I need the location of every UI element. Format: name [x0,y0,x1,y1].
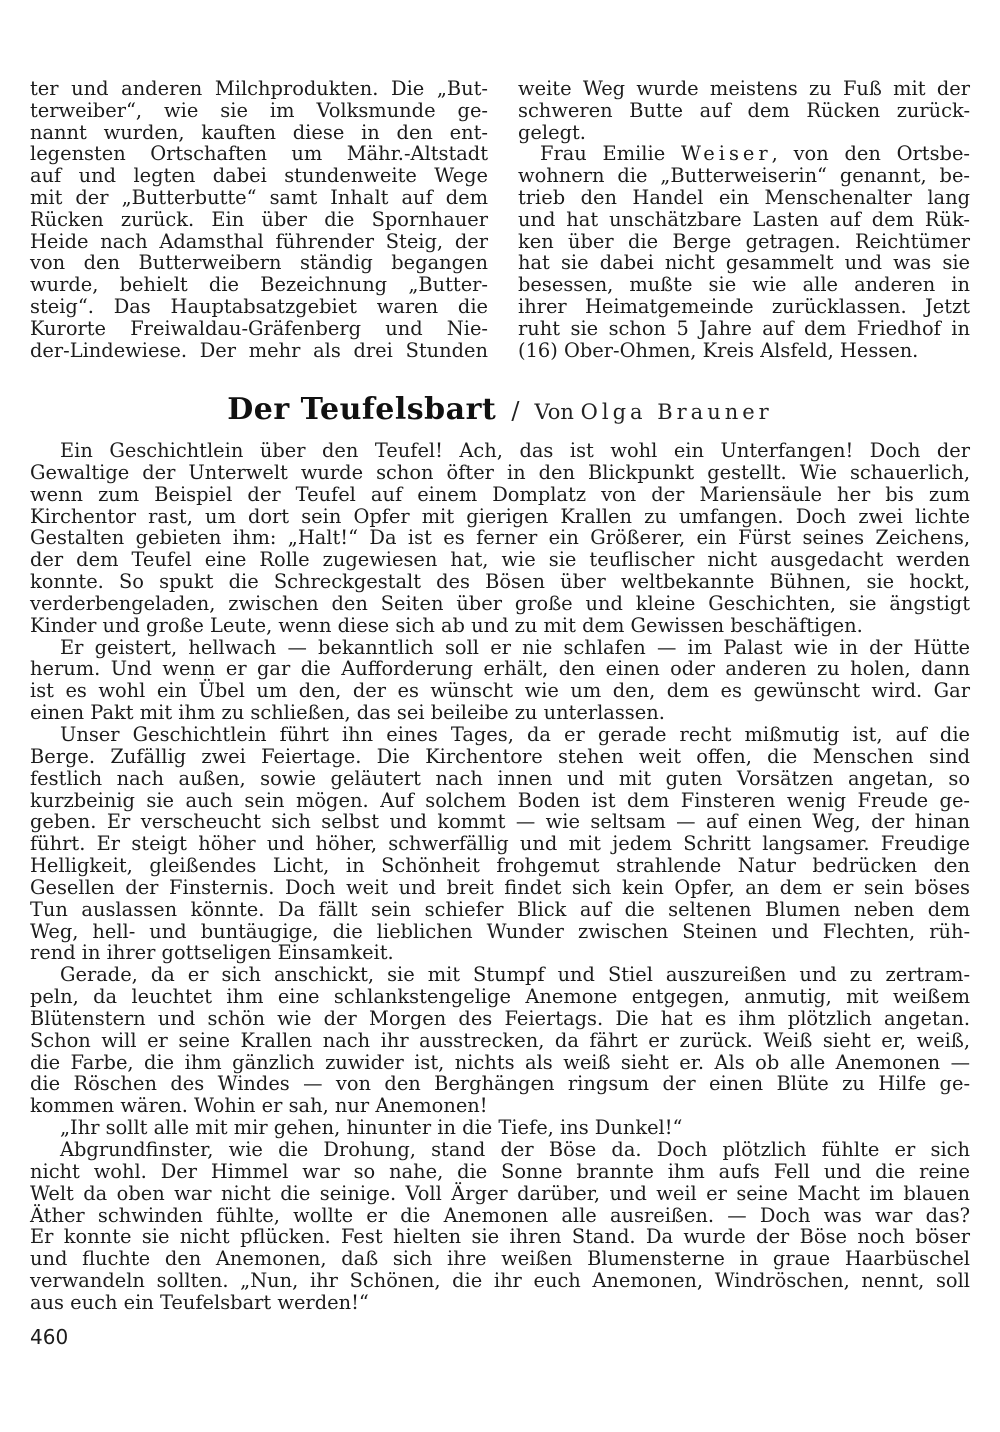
two-column-section [0,0,1000,370]
text-line: Kirchentor rast, um dort sein Opfer mit gierigen Krallen zu umfangen. Doch zwei lichte [30,504,970,528]
text-line: kommen wären. Wohin er sah, nur Anemonen! [30,1094,488,1118]
text-segment: Frau Emilie [540,142,681,166]
author-prefix: Von [534,400,581,424]
text-line: Blütenstern und schön wie der Morgen des Feiertags. Die hat es ihm plötzlich angetan. [30,1006,970,1030]
text-line: Schon will er seine Krallen nach ihr ausstrecken, da fährt er zurück. Weiß sieht er, weiß, [30,1028,970,1052]
text-line: Abgrundfinster, wie die Drohung, stand der Böse da. Doch plötzlich fühlte er sich [60,1138,970,1161]
title-separator: / [511,397,520,425]
text-line: trieb den Handel ein Menschenalter lang [518,185,970,209]
text-line: Rücken zurück. Ein über die Spornhauer [30,207,488,231]
text-line: ihrer Heimatgemeinde zurücklassen. Jetzt [518,294,970,318]
page-number: 460 [30,1325,69,1349]
text-line: Ein Geschichtlein über den Teufel! Ach, das ist wohl ein Unterfangen! Doch der [60,439,970,462]
text-line: der dem Teufel eine Rolle zugewiesen hat, wie sie teuflischer nicht ausgedacht werden [30,548,970,572]
text-line: konnte. So spukt die Schreckgestalt des Bösen über weltbekannte Bühnen, sie hockt, [30,570,970,594]
article-heading [0,392,1000,427]
text-line: wenn zum Beispiel der Teufel auf einem Domplatz von der Mariensäule her bis zum [30,482,970,506]
text-line: terweiber“, wie sie im Volksmunde ge- [30,98,488,122]
text-line: ruht sie schon 5 Jahre auf dem Friedhof in [518,316,970,340]
text-line: rend in ihrer gottseligen Einsamkeit. [30,941,394,965]
text-line: Äther schwinden fühlte, wollte er die Anemonen alle ausreißen. — Doch was war das? [30,1203,970,1227]
text-line: nicht wohl. Der Himmel war so nahe, die Sonne brannte ihm aufs Fell und die reine [30,1159,970,1183]
text-line: nannt wurden, kauften diese in den ent- [30,120,488,144]
text-line: Gesellen der Finsternis. Doch weit und breit findet sich kein Opfer, an dem er sein böses [30,875,970,899]
text-line: und hat unschätzbare Lasten auf dem Rük- [518,207,970,231]
text-line: wurde, behielt die Bezeichnung „Butter- [30,273,488,297]
text-line: (16) Ober-Ohmen, Kreis Alsfeld, Hessen. [518,338,919,362]
text-line: Gerade, da er sich anschickt, sie mit Stumpf und Stiel auszureißen und zu zertram- [60,963,970,987]
text-line: Berge. Zufällig zwei Feiertage. Die Kirchentore stehen weit offen, die Menschen sind [30,744,970,768]
text-line: Er geistert, hellwach — bekanntlich soll er nie schlafen — im Palast wie in der Hütte [60,635,970,659]
text-line: aus euch ein Teufelsbart werden!“ [30,1290,369,1314]
text-line: Kurorte Freiwaldau-Gräfenberg und Nie- [30,316,488,340]
person-name: Weiser [680,142,772,166]
text-line: der-Lindewiese. Der mehr als drei Stunden [30,338,488,362]
text-line: „Ihr sollt alle mit mir gehen, hinunter in die Tiefe, ins Dunkel!“ [60,1116,683,1140]
text-segment: , von den Ortsbe- [771,142,970,166]
text-line: gelegt. [518,120,586,144]
text-line: auf und legten dabei stundenweite Wege [30,164,488,188]
text-line: steig“. Das Hauptabsatzgebiet waren die [30,294,488,318]
story-body [30,440,970,1314]
text-line: Tun auslassen könnte. Da fällt sein schiefer Blick auf die seltenen Blumen neben dem [30,897,970,921]
text-line: Er konnte sie nicht pflücken. Fest hielten sie ihren Stand. Da wurde der Böse noch böser [30,1225,970,1249]
text-line: Gestalten gebieten ihm: „Halt!“ Da ist es ferner ein Größerer, ein Fürst seines Zeichens, [30,526,970,550]
text-line: ter und anderen Milchprodukten. Die „But- [30,77,488,100]
text-line: hat sie dabei nicht gesammelt und was sie [518,251,970,275]
text-line: Kinder und große Leute, wenn diese sich ab und zu mit dem Gewissen beschäftigen. [30,613,863,637]
right-column [518,78,970,361]
text-line [518,143,970,165]
text-line: die Farbe, die ihm gänzlich zuwider ist, nichts als weiß sieht er. Als ob alle Anemonen — [30,1050,970,1074]
left-column [30,78,488,361]
text-line: einen Pakt mit ihm zu schließen, das sei beileibe zu unterlassen. [30,701,665,725]
text-line: die Röschen des Windes — von den Berghängen ringsum der einen Blüte zu Hilfe ge- [30,1072,970,1096]
text-line: peln, da leuchtet ihm eine schlankstengelige Anemone entgegen, anmutig, mit weißem [30,985,970,1009]
text-line: mit der „Butterbutte“ samt Inhalt auf dem [30,185,488,209]
text-line: geben. Er verscheucht sich selbst und kommt — wie seltsam — auf einen Weg, der hinan [30,810,970,834]
text-line: besessen, mußte sie wie alle anderen in [518,273,970,297]
text-line: Unser Geschichtlein führt ihn eines Tages, da er gerade recht mißmutig ist, auf die [60,722,970,746]
text-line: Helligkeit, gleißendes Licht, in Schönheit frohgemut strahlende Natur bedrücken den [30,854,970,878]
text-line: und fluchte den Anemonen, daß sich ihre weißen Blumensterne in graue Haarbüschel [30,1247,970,1271]
text-line: ist es wohl ein Übel um den, der es wünscht wie um den, dem es gewünscht wird. Gar [30,679,970,703]
article-author [535,400,773,424]
text-line: weite Weg wurde meistens zu Fuß mit der [518,77,970,100]
text-line: Weg, hell- und buntäugige, die lieblichen Wunder zwischen Steinen und Flechten, rüh- [30,919,970,943]
text-line: wohnern die „Butterweiserin“ genannt, be- [518,164,970,188]
text-line: herum. Und wenn er gar die Aufforderung erhält, den einen oder anderen zu holen, dann [30,657,970,681]
text-line: festlich nach außen, sowie geläutert nach innen und mit guten Vorsätzen angetan, so [30,766,970,790]
text-line: verderbengeladen, zwischen den Seiten über große und kleine Geschichten, sie ängstigt [30,591,970,615]
text-line: legensten Ortschaften um Mähr.-Altstadt [30,142,488,166]
text-line: Heide nach Adamsthal führender Steig, der [30,229,488,253]
text-line: ken über die Berge getragen. Reichtümer [518,229,970,253]
text-line: Gewaltige der Unterwelt wurde schon öfter in den Blickpunkt gestellt. Wie schauerlich, [30,460,970,484]
article-title: Der Teufelsbart [227,392,497,427]
text-line: führt. Er steigt höher und höher, schwerfällig und mit jedem Schritt langsamer. Freudige [30,832,970,856]
text-line: Welt da oben war nicht die seinige. Voll Ärger darüber, und weil er seine Macht im blauen [30,1181,970,1205]
author-name: Olga Brauner [580,400,773,424]
text-line: kurzbeinig sie auch sein mögen. Auf solchem Boden ist dem Finsteren wenig Freude ge- [30,788,970,812]
text-line: von den Butterweibern ständig begangen [30,251,488,275]
text-line: verwandeln sollten. „Nun, ihr Schönen, die ihr euch Anemonen, Windröschen, nennt, soll [30,1269,970,1293]
text-line: schweren Butte auf dem Rücken zurück- [518,98,970,122]
